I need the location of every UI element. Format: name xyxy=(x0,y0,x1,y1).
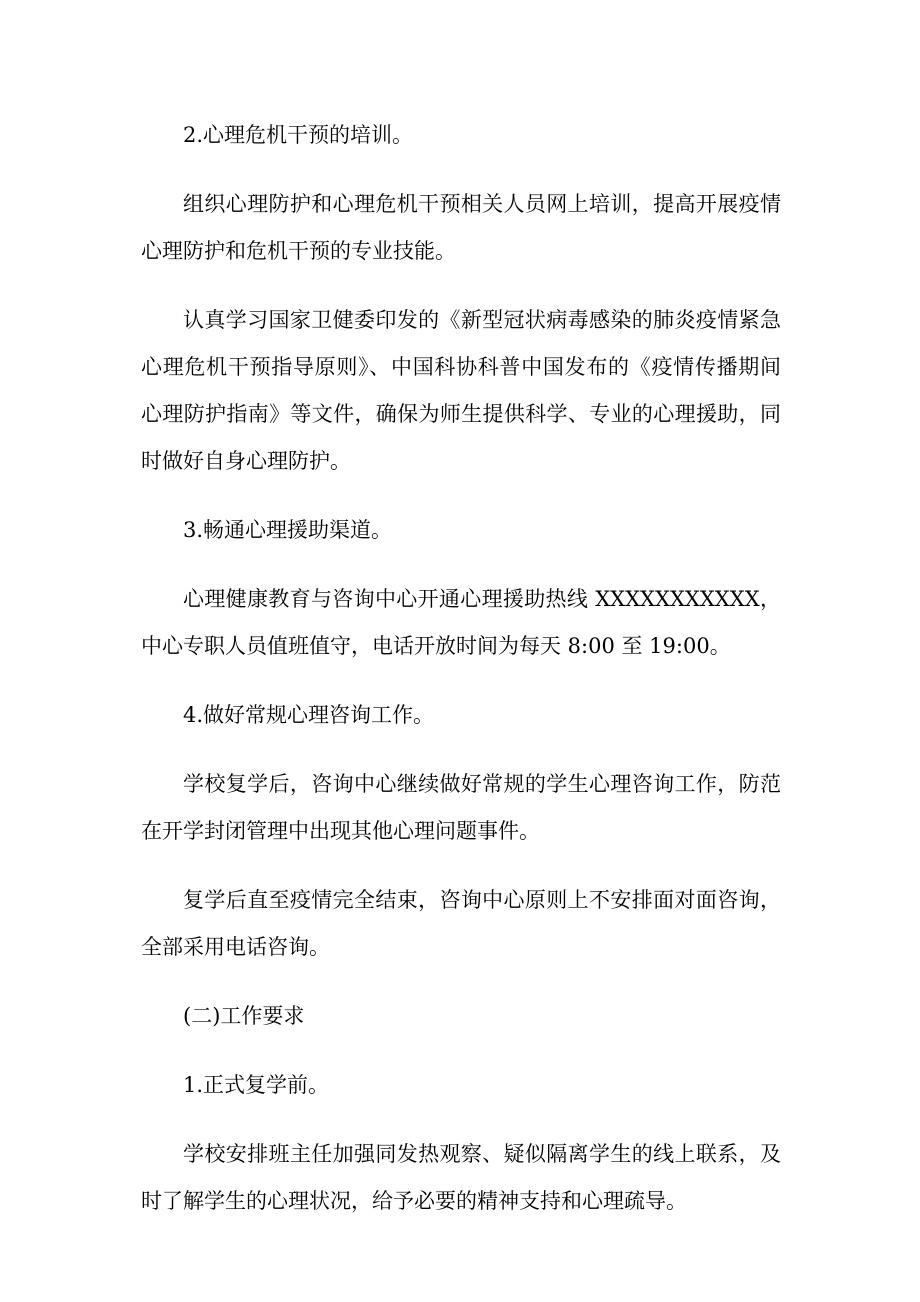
section-heading-training: 2.心理危机干预的培训。 xyxy=(183,123,414,147)
paragraph-training-study: 认真学习国家卫健委印发的《新型冠状病毒感染的肺炎疫情紧急心理危机干预指导原则》、中国科协科普中国发布的《疫情传播期间心理防护指南》等文件，确保为师生提供科学、专业的心理援助，同时做好自身心理防护。 xyxy=(141,308,781,473)
paragraph-teacher-contact: 学校安排班主任加强同发热观察、疑似隔离学生的线上联系，及时了解学生的心理状况，给予必要的精神支持和心理疏导。 xyxy=(141,1142,781,1213)
section-heading-before-reopen: 1.正式复学前。 xyxy=(183,1073,330,1097)
document-body xyxy=(141,112,781,1247)
section-heading-routine: 4.做好常规心理咨询工作。 xyxy=(183,703,435,727)
paragraph-phone-consulting: 复学后直至疫情完全结束，咨询中心原则上不安排面对面咨询，全部采用电话咨询。 xyxy=(141,888,781,959)
paragraph-training-organize: 组织心理防护和心理危机干预相关人员网上培训，提高开展疫情心理防护和危机干预的专业技能。 xyxy=(141,192,781,263)
section-heading-channels: 3.畅通心理援助渠道。 xyxy=(183,518,393,542)
section-heading-requirements: (二)工作要求 xyxy=(183,1004,305,1028)
paragraph-hotline: 心理健康教育与咨询中心开通心理援助热线 XXXXXXXXXXX，中心专职人员值班值守，电话开放时间为每天 8:00 至 19:00。 xyxy=(141,587,781,658)
paragraph-routine-after-reopen: 学校复学后，咨询中心继续做好常规的学生心理咨询工作，防范在开学封闭管理中出现其他心理问题事件。 xyxy=(141,772,781,843)
